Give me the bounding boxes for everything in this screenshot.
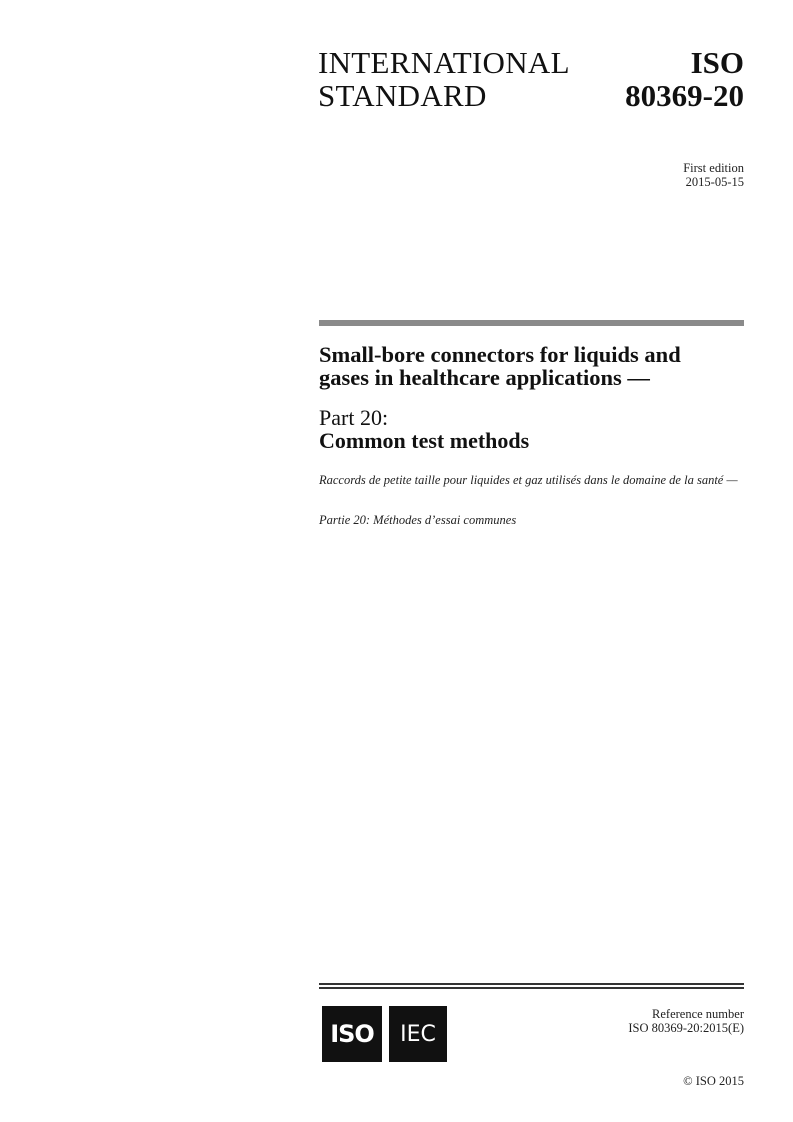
french-title: Raccords de petite taille pour liquides et gaz utilisés dans le domaine de la santé — (319, 473, 738, 487)
edition-label: First edition (683, 161, 744, 175)
reference-value: ISO 80369-20:2015(E) (628, 1021, 744, 1035)
copyright-notice: © ISO 2015 (683, 1074, 744, 1088)
part-number: Part 20: (319, 405, 389, 430)
edition-info (683, 161, 744, 189)
document-type (318, 46, 570, 112)
document-type-line2: STANDARD (318, 78, 487, 113)
part-title: Common test methods (319, 428, 530, 453)
document-type-line1: INTERNATIONAL (318, 45, 570, 80)
footer-divider-top (319, 983, 744, 985)
french-part-title: Partie 20: Méthodes d’essai communes (319, 513, 517, 527)
iso-logo-text: ISO (330, 1020, 374, 1048)
main-title-line2: gases in healthcare applications — (319, 365, 650, 390)
iec-logo-text: IEC (400, 1021, 436, 1047)
standard-number: 80369-20 (625, 78, 744, 113)
reference-number (628, 1007, 744, 1035)
iso-logo (322, 1006, 382, 1062)
main-title-line1: Small-bore connectors for liquids and (319, 342, 681, 367)
reference-label: Reference number (652, 1007, 744, 1021)
main-title (319, 343, 749, 389)
standard-identifier (625, 46, 744, 112)
standard-org: ISO (690, 45, 744, 80)
footer-divider-bottom (319, 987, 744, 989)
iec-logo (389, 1006, 447, 1062)
edition-date: 2015-05-15 (685, 175, 744, 189)
title-divider (319, 320, 744, 326)
